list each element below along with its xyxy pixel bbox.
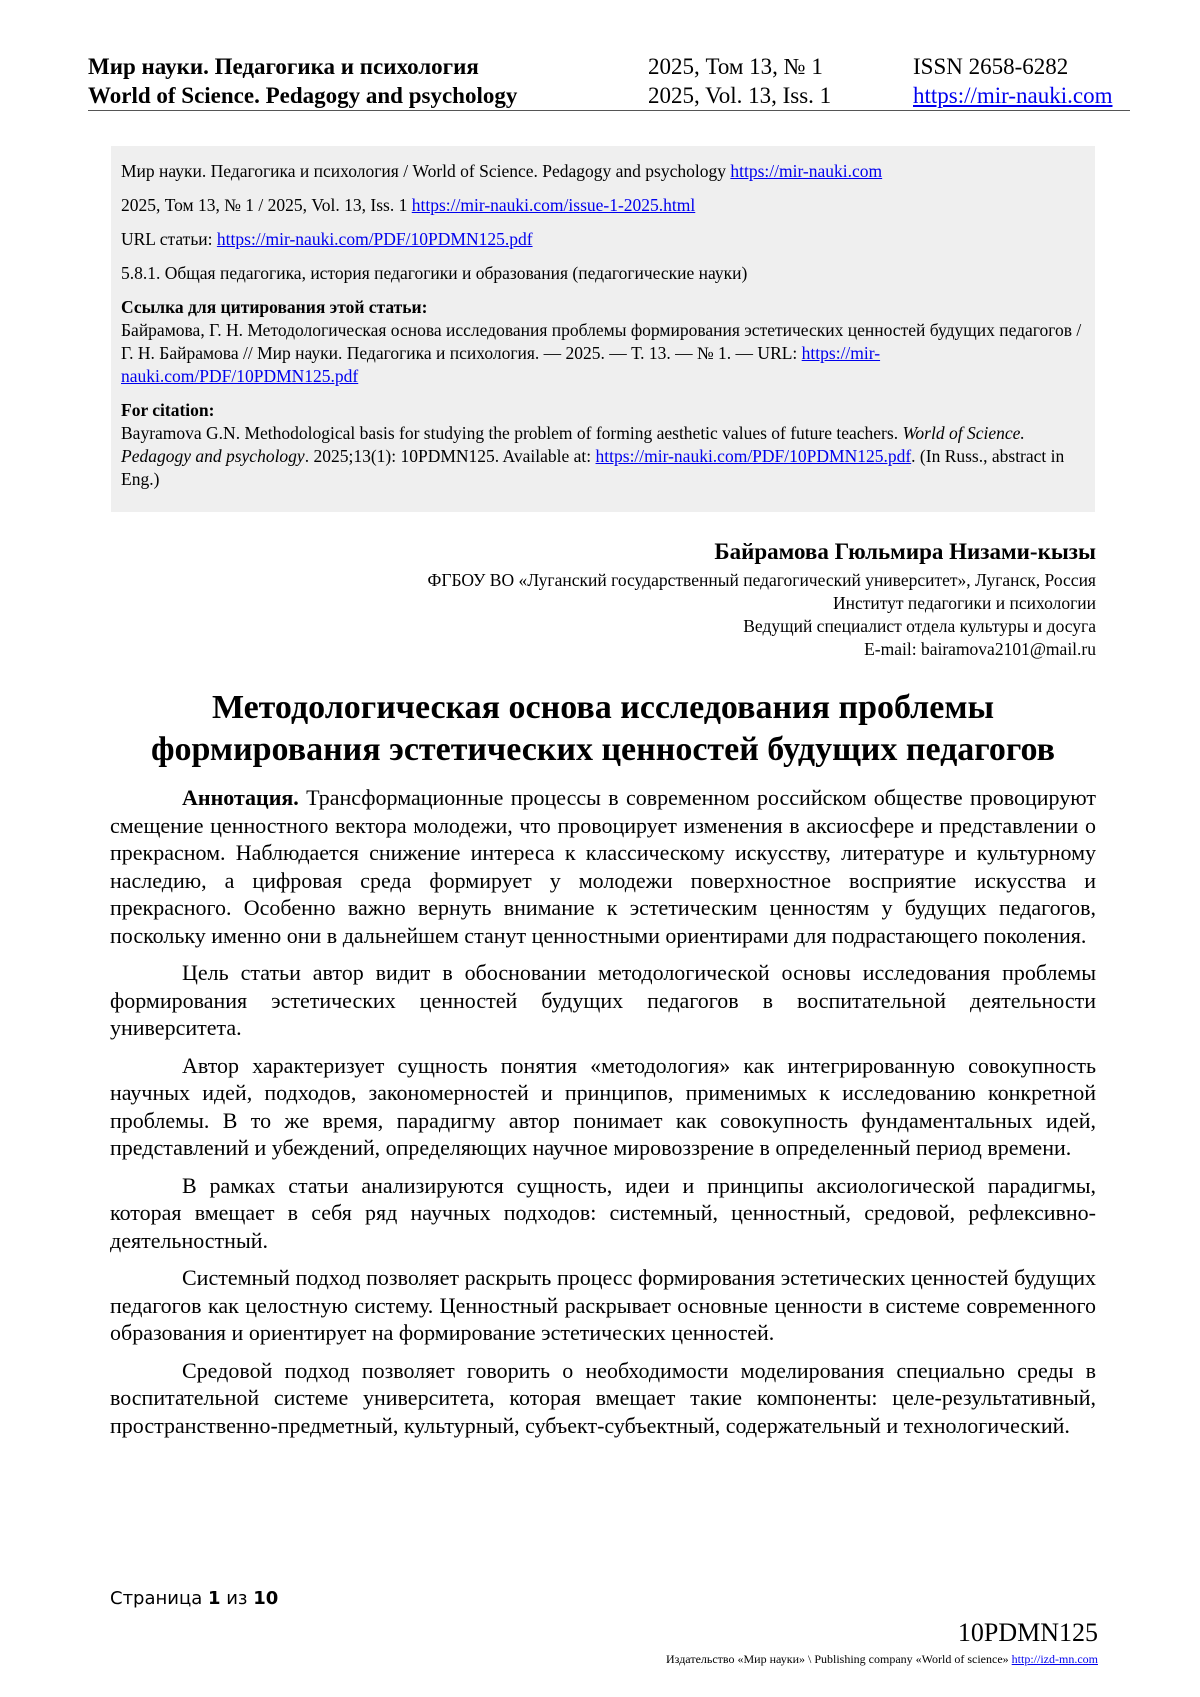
journal-title-en: World of Science. Pedagogy and psychology <box>88 83 518 108</box>
page-total: 10 <box>253 1588 279 1609</box>
abstract-label: Аннотация. <box>182 785 299 810</box>
author-affiliation: ФГБОУ ВО «Луганский государственный педагогический университет», Луганск, Россия <box>427 570 1096 590</box>
info-issue-line <box>121 194 1085 217</box>
author-institute: Институт педагогики и психологии <box>832 593 1096 613</box>
abstract <box>110 784 1096 1449</box>
author-position: Ведущий специалист отдела культуры и досуга <box>743 616 1096 636</box>
publisher-link[interactable]: http://izd-mn.com <box>1011 1652 1098 1666</box>
page-current: 1 <box>207 1588 221 1609</box>
info-url-label: URL статьи: <box>121 229 217 249</box>
abstract-paragraph: Автор характеризует сущность понятия «методология» как интегрированную совокупность научных идей, подходов, закономерностей и принципов, применимых к исследованию конкретной проблемы. В то же время, парадигму автор понимает как совокупность фундаментальных идей, представлений и убеждений, определяющих научное мировоззрение в определенный период времени. <box>110 1052 1096 1160</box>
publisher-text: Издательство «Мир науки» \ Publishing company «World of science» <box>666 1652 1012 1666</box>
citation-en-text-3: . (In Russ., abstract in Eng.) <box>121 446 1065 489</box>
page-of: из <box>220 1588 254 1609</box>
citation-ru-text: Байрамова, Г. Н. Методологическая основа исследования проблемы формирования эстетических ценностей будущих педагогов / Г. Н. Байрамова // Мир науки. Педагогика и психология. — 2025. — Т. 13. — № 1. — URL: <box>121 320 1082 363</box>
abstract-paragraph: В рамках статьи анализируются сущность, идеи и принципы аксиологической парадигмы, которая вмещает в себя ряд научных подходов: системный, ценностный, средовой, рефлексивно-деятельностный. <box>110 1172 1096 1253</box>
info-issue-text: 2025, Том 13, № 1 / 2025, Vol. 13, Iss. 1 <box>121 195 412 215</box>
running-header <box>88 52 1130 111</box>
info-url-line <box>121 228 1085 251</box>
citation-en-journal: World of Science. Pedagogy and psychology <box>121 423 1025 466</box>
info-journal-link[interactable]: https://mir-nauki.com <box>730 161 883 181</box>
page-number <box>110 1588 278 1609</box>
journal-title-ru: Мир науки. Педагогика и психология <box>88 54 479 79</box>
abstract-paragraph: Цель статьи автор видит в обосновании методологической основы исследования проблемы формирования эстетических ценностей будущих педагогов в воспитательной деятельности университета. <box>110 960 1096 1040</box>
article-info-box <box>111 146 1095 512</box>
author-block <box>428 537 1097 661</box>
info-specialty: 5.8.1. Общая педагогика, история педагогики и образования (педагогические науки) <box>121 263 748 283</box>
publisher-footer <box>666 1652 1098 1667</box>
header-volume <box>648 52 831 110</box>
abstract-paragraph: Средовой подход позволяет говорить о необходимости моделирования специально среды в воспитательной системе университета, которая вмещает такие компоненты: целе-результативный, пространственно-предметный, культурный, субъект-субъектный, содержательный и технологический. <box>110 1357 1096 1438</box>
citation-ru-link[interactable]: https://mir-nauki.com/PDF/10PDMN125.pdf <box>121 343 881 386</box>
volume-en: 2025, Vol. 13, Iss. 1 <box>648 83 832 108</box>
journal-site-link[interactable]: https://mir-nauki.com <box>913 83 1113 108</box>
citation-en-text: Bayramova G.N. Methodological basis for studying the problem of forming aesthetic values of future teachers. <box>121 423 903 443</box>
abstract-paragraph: Системный подход позволяет раскрыть процесс формирования эстетических ценностей будущих педагогов как целостную систему. Ценностный раскрывает основные ценности в системе современного образования и ориентирует на формирование эстетических ценностей. <box>110 1265 1096 1345</box>
abstract-text: Трансформационные процессы в современном российском обществе провоцируют смещение ценностного вектора молодежи, что провоцирует изменения в аксиосфере и представлении о прекрасном. Наблюдается снижение интереса к классическому искусству, литературе и культурному наследию, а цифровая среда формирует у молодежи поверхностное восприятие искусства и прекрасного. Особенно важно вернуть внимание к эстетическим ценностям у будущих педагогов, поскольку именно они в дальнейшем станут ценностными ориентирами для подрастающего поколения. <box>110 785 1096 948</box>
author-name: Байрамова Гюльмира Низами-кызы <box>714 539 1096 564</box>
info-journal-text: Мир науки. Педагогика и психология / World of Science. Pedagogy and psychology <box>121 161 731 181</box>
article-title: Методологическая основа исследования проблемы формирования эстетических ценностей будущих педагогов <box>150 689 1055 768</box>
citation-ru <box>121 296 1085 388</box>
info-journal-line <box>121 160 1085 183</box>
citation-ru-label: Ссылка для цитирования этой статьи: <box>121 297 428 317</box>
article-code: 10PDMN125 <box>957 1618 1098 1647</box>
volume-ru: 2025, Том 13, № 1 <box>648 54 823 79</box>
citation-en-link[interactable]: https://mir-nauki.com/PDF/10PDMN125.pdf <box>595 446 912 466</box>
header-issn <box>913 52 1113 110</box>
issn: ISSN 2658-6282 <box>913 54 1069 79</box>
author-email: E-mail: bairamova2101@mail.ru <box>864 639 1096 659</box>
info-issue-link[interactable]: https://mir-nauki.com/issue-1-2025.html <box>411 195 696 215</box>
page-label: Страница <box>110 1588 208 1609</box>
info-article-link[interactable]: https://mir-nauki.com/PDF/10PDMN125.pdf <box>216 229 533 249</box>
citation-en <box>121 399 1085 491</box>
citation-en-label: For citation: <box>121 400 215 420</box>
citation-en-text-2: . 2025;13(1): 10PDMN125. Available at: <box>304 446 596 466</box>
abstract-paragraph <box>110 784 1096 949</box>
header-journal <box>88 52 517 110</box>
